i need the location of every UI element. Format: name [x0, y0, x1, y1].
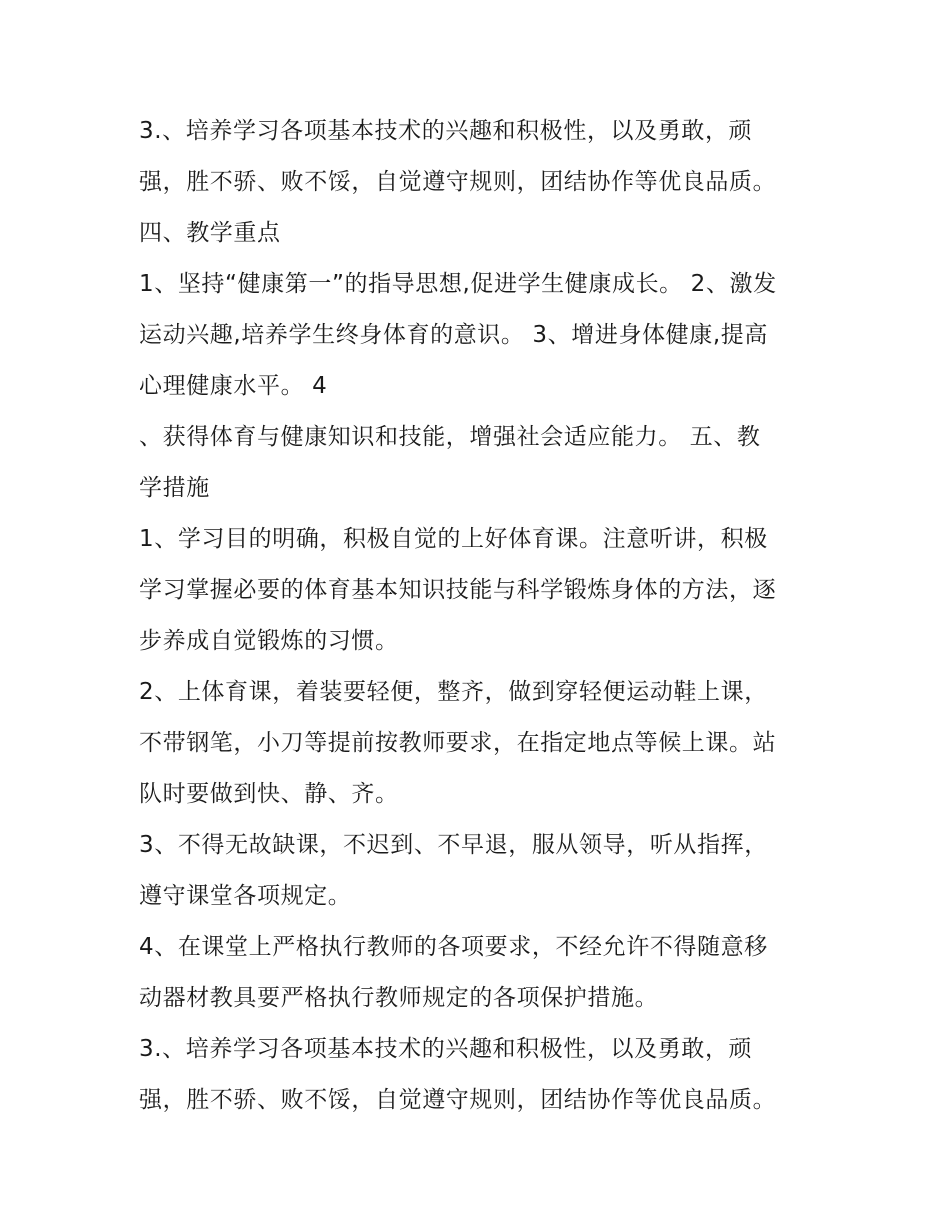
- text-line: 不带钢笔，小刀等提前按教师要求，在指定地点等候上课。站: [139, 730, 777, 756]
- section-heading: 四、教学重点: [139, 220, 281, 246]
- document-body: [139, 106, 829, 1126]
- text-line: 3.、培养学习各项基本技术的兴趣和积极性，以及勇敢，顽: [139, 1036, 753, 1062]
- text-line: 1、坚持“健康第一”的指导思想,促进学生健康成长。 2、激发: [139, 271, 777, 297]
- text-line: 学习掌握必要的体育基本知识技能与科学锻炼身体的方法，逐: [139, 577, 777, 603]
- text-line: 强，胜不骄、败不馁，自觉遵守规则，团结协作等优良品质。: [139, 169, 777, 195]
- text-line: 1、学习目的明确，积极自觉的上好体育课。注意听讲，积极: [139, 526, 768, 552]
- text-line: 强，胜不骄、败不馁，自觉遵守规则，团结协作等优良品质。: [139, 1087, 777, 1113]
- text-line: 、获得体育与健康知识和技能，增强社会适应能力。 五、教: [139, 424, 761, 450]
- text-line: 3、不得无故缺课，不迟到、不早退，服从领导，听从指挥，: [139, 832, 768, 858]
- text-line: 遵守课堂各项规定。: [139, 883, 352, 909]
- section-heading: 学措施: [139, 475, 210, 501]
- text-line: 动器材教具要严格执行教师规定的各项保护措施。: [139, 985, 659, 1011]
- text-line: 步养成自觉锻炼的习惯。: [139, 628, 399, 654]
- text-line: 心理健康水平。 4: [139, 373, 328, 399]
- text-line: 队时要做到快、静、齐。: [139, 781, 399, 807]
- text-line: 2、上体育课，着装要轻便，整齐，做到穿轻便运动鞋上课，: [139, 679, 768, 705]
- text-line: 运动兴趣,培养学生终身体育的意识。 3、增进身体健康,提高: [139, 322, 768, 348]
- text-line: 4、在课堂上严格执行教师的各项要求，不经允许不得随意移: [139, 934, 768, 960]
- text-line: 3.、培养学习各项基本技术的兴趣和积极性，以及勇敢，顽: [139, 118, 753, 144]
